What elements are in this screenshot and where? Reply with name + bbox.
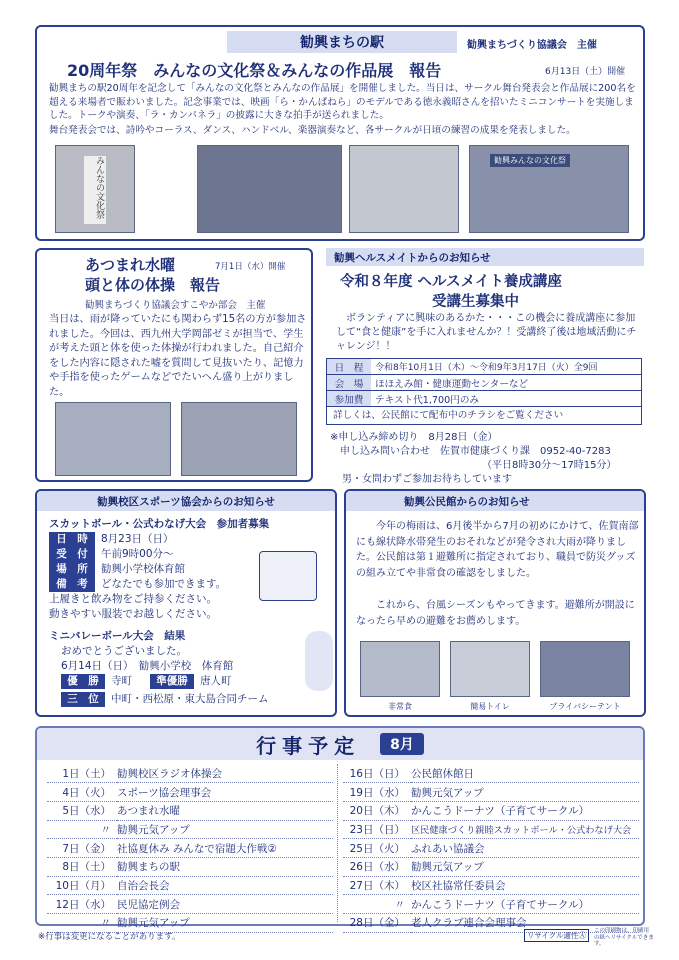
healthmate-hours: （平日8時30分〜17時15分）	[482, 460, 617, 471]
community-header	[346, 491, 644, 511]
schedule-date: 7日（金）	[47, 839, 117, 858]
schedule-row	[343, 820, 639, 839]
schedule-event: 老人クラブ連合会理事会	[411, 914, 639, 933]
festival-title: 20周年祭 みんなの文化祭＆みんなの作品展 報告	[67, 61, 442, 80]
schedule-event: 社協夏休み みんなで宿題大作戦②	[117, 839, 333, 858]
third-value: 中町・西松原・東大島合同チーム	[111, 693, 269, 705]
sign-text: みんなの文化祭	[84, 156, 106, 224]
schedule-event: 勧興校区ラジオ体操会	[117, 764, 333, 783]
festival-body-2: 舞台発表会では、詩吟やコーラス、ダンス、ハンドベル、楽器演奏など、各サークルが日頃の練習の成果を発表しました。	[49, 125, 576, 136]
schedule-left-table	[47, 764, 333, 933]
photo-concert	[197, 145, 342, 233]
recycle-mark: リサイクル適性Ⓐ	[524, 929, 589, 942]
healthmate-table	[326, 358, 642, 425]
community-header-text: 勧興公民館からのお知らせ	[404, 495, 530, 508]
caption-privacy-tent: プライバシーテント	[549, 702, 621, 711]
caption-emergency-food: 非常食	[388, 702, 412, 711]
result-row	[61, 674, 232, 689]
atsumare-organizer: 勧興まちづくり協議会すこやか部会 主催	[85, 300, 266, 311]
sports-note-1: 上履きと飲み物をご持参ください。	[49, 593, 217, 605]
healthmate-header-text: 勧興ヘルスメイトからのお知らせ	[334, 251, 491, 264]
schedule-right-table	[343, 764, 639, 933]
schedule-row	[47, 876, 333, 895]
schedule-row	[343, 801, 639, 820]
sports-header	[37, 491, 335, 511]
healthmate-header	[326, 248, 644, 266]
volleyball-illustration	[305, 631, 333, 691]
schedule-event: 勧興元気アップ	[117, 914, 333, 933]
community-body-2: これから、台風シーズンもやってきます。避難所が開設になったら早めの避難をお薦めします。	[356, 600, 635, 627]
festival-date: 6月13日（土）開催	[545, 67, 626, 77]
schedule-row	[343, 839, 639, 858]
schedule-date: 1日（土）	[47, 764, 117, 783]
schedule-event: 勧興元気アップ	[411, 857, 639, 876]
schedule-event: あつまれ水曜	[117, 801, 333, 820]
schedule-row	[343, 895, 639, 914]
atsumare-body: 当日は、雨が降っていたにも関わらず15名の方が参加されました。今回は、西九州大学岡部ゼミが担当で、学生が考えた頭と体を使った体操が行われました。自己紹介をした内容に隠された嘘を質問して見抜いたり、記憶力や手指を使ったゲームなどでたいへん盛り上がりました。	[49, 314, 307, 398]
skittle-illustration	[259, 551, 317, 601]
result-date: 6月14日（日） 勧興小学校 体育館	[61, 660, 234, 672]
healthmate-contact: 申し込み問い合わせ 佐賀市健康づくり課 0952-40-7283	[340, 446, 611, 457]
photo-seminar-room	[55, 402, 171, 476]
schedule-event: 民児協定例会	[117, 895, 333, 914]
schedule-event: ふれあい協議会	[411, 839, 639, 858]
detail-row	[49, 532, 333, 547]
result-row	[61, 692, 269, 707]
detail-value: どなたでも参加できます。	[101, 578, 227, 590]
healthmate-deadline: ※申し込み締め切り 8月28日（金）	[330, 432, 498, 443]
schedule-row	[47, 801, 333, 820]
schedule-right-column	[343, 764, 639, 933]
schedule-date: 20日（木）	[343, 801, 411, 820]
third-label: 三 位	[61, 692, 105, 707]
community-body: 今年の梅雨は、6月後半から7月の初めにかけて、佐賀南部にも線状降水帯発生のおそれなどが発令され大雨が降りました。公民館は第１避難所に指定されており、職員で防災グッズの組み立てや非常食の確認をしました。	[356, 521, 639, 579]
organizer: 勧興まちづくり協議会 主催	[467, 40, 597, 51]
schedule-date: 19日（水）	[343, 783, 411, 802]
schedule-event: 公民館休館日	[411, 764, 639, 783]
schedule-row	[47, 820, 333, 839]
detail-value: 午前9時00分～	[101, 548, 174, 560]
photo-sign-board	[55, 145, 135, 233]
caption-simple-toilet: 簡易トイレ	[470, 702, 510, 711]
sports-header-text: 勧興校区スポーツ協会からのお知らせ	[97, 495, 275, 508]
row-label: 会 場	[327, 375, 371, 390]
schedule-date: 5日（水）	[47, 801, 117, 820]
photo-simple-toilet	[450, 641, 530, 697]
schedule-date: 25日（火）	[343, 839, 411, 858]
schedule-footnote: ※行事は変更になることがあります。	[38, 932, 181, 942]
schedule-title: 行事予定	[256, 733, 361, 758]
schedule-date: 23日（日）	[343, 820, 411, 839]
schedule-date: 16日（日）	[343, 764, 411, 783]
schedule-row	[47, 764, 333, 783]
runner-label: 準優勝	[150, 674, 194, 689]
schedule-row	[47, 783, 333, 802]
detail-label: 受 付	[49, 547, 95, 562]
schedule-date: 27日（木）	[343, 876, 411, 895]
community-section	[344, 489, 646, 717]
schedule-event: 区民健康づくり親睦スカットボール・公式わなげ大会	[411, 820, 639, 839]
schedule-event: かんこうドーナツ（子育てサークル）	[411, 801, 639, 820]
schedule-date: 〃	[343, 895, 411, 914]
winner-value: 寺町	[111, 675, 132, 687]
row-value: テキスト代1,700円のみ	[375, 394, 480, 406]
healthmate-closing: 男・女問わずご参加お待ちしています	[342, 474, 512, 485]
runner-value: 唐人町	[200, 675, 232, 687]
photo-emergency-food	[360, 641, 440, 697]
result-congrats: おめでとうございました。	[61, 645, 187, 657]
winner-label: 優 勝	[61, 674, 105, 689]
schedule-date: 〃	[47, 914, 117, 933]
schedule-date: 26日（水）	[343, 857, 411, 876]
schedule-row	[343, 783, 639, 802]
healthmate-row	[327, 375, 641, 391]
schedule-row	[47, 857, 333, 876]
detail-value: 8月23日（日）	[101, 533, 174, 545]
photo-stage	[469, 145, 629, 233]
schedule-event: 勧興元気アップ	[117, 820, 333, 839]
healthmate-detail: 詳しくは、公民館にて配布中のチラシをご覧ください	[333, 410, 564, 421]
detail-label: 備 考	[49, 577, 95, 592]
photo-exhibition	[349, 145, 459, 233]
photo-game	[181, 402, 297, 476]
schedule-date: 10日（月）	[47, 876, 117, 895]
station-title: 勧興まちの駅	[300, 35, 384, 51]
schedule-month: 8月	[380, 733, 424, 755]
schedule-left-column	[47, 764, 333, 933]
schedule-event: かんこうドーナツ（子育てサークル）	[411, 895, 639, 914]
row-value: ほほえみ館・健康運動センターなど	[375, 378, 529, 390]
result-title: ミニバレーボール大会 結果	[49, 630, 186, 642]
festival-body: 勧興まちの駅20周年を記念して「みんなの文化祭とみんなの作品展」を開催しました。当日は、サークル舞台発表会と作品展に200名を超える来場者で賑わいました。記念事業では、映画「ら・かんぱねら」のモデルである徳永義昭さんを招いたミニコンサートを実施しました。トークや演奏、「ラ・カンパネラ」の披露に大きな拍手が送られました。	[49, 83, 636, 121]
detail-label: 日 時	[49, 532, 95, 547]
stage-banner: 勧興みんなの文化祭	[490, 154, 570, 167]
atsumare-date: 7月1日（水）開催	[215, 262, 286, 272]
schedule-event: 校区社協常任委員会	[411, 876, 639, 895]
schedule-date: 28日（金）	[343, 914, 411, 933]
sports-section	[35, 489, 337, 717]
atsumare-section	[35, 248, 313, 482]
schedule-date: 4日（火）	[47, 783, 117, 802]
schedule-row	[47, 839, 333, 858]
row-label: 参加費	[327, 391, 371, 406]
healthmate-section	[322, 248, 646, 485]
schedule-event: 自治会長会	[117, 876, 333, 895]
festival-section	[35, 25, 645, 241]
atsumare-title-2: 頭と体の体操 報告	[85, 276, 221, 294]
photo-privacy-tent	[540, 641, 630, 697]
atsumare-title-1: あつまれ水曜	[85, 256, 176, 274]
healthmate-title-1: 令和８年度 ヘルスメイト養成講座	[340, 274, 562, 290]
schedule-date: 12日（水）	[47, 895, 117, 914]
schedule-date: 8日（土）	[47, 857, 117, 876]
schedule-row	[343, 764, 639, 783]
healthmate-row	[327, 391, 641, 407]
healthmate-row	[327, 359, 641, 375]
detail-label: 場 所	[49, 562, 95, 577]
schedule-row	[47, 895, 333, 914]
schedule-event: スポーツ協会理事会	[117, 783, 333, 802]
schedule-date: 〃	[47, 820, 117, 839]
row-label: 日 程	[327, 359, 371, 374]
detail-value: 勧興小学校体育館	[101, 563, 185, 575]
station-header	[227, 31, 457, 53]
schedule-event: 勧興元気アップ	[411, 783, 639, 802]
schedule-row	[343, 857, 639, 876]
recycle-note: この印刷物は、印刷用の紙へリサイクルできます。	[594, 928, 654, 947]
schedule-divider	[337, 764, 338, 922]
schedule-row	[343, 876, 639, 895]
healthmate-intro: ボランティアに興味のあるかた・・・この機会に養成講座に参加して“食と健康”を手に入れませんか？！受講終了後は地域活動にチャレンジ！！	[336, 313, 637, 352]
healthmate-title-2: 受講生募集中	[432, 294, 519, 310]
row-value: 令和8年10月1日（木）〜令和9年3月17日（火）全9回	[375, 363, 598, 373]
sports-title: スカットボール・公式わなげ大会 参加者募集	[49, 518, 270, 530]
schedule-section	[35, 726, 645, 930]
sports-note-2: 動きやすい服装でお越しください。	[49, 608, 217, 620]
schedule-event: 勧興まちの駅	[117, 857, 333, 876]
schedule-header	[37, 728, 643, 760]
